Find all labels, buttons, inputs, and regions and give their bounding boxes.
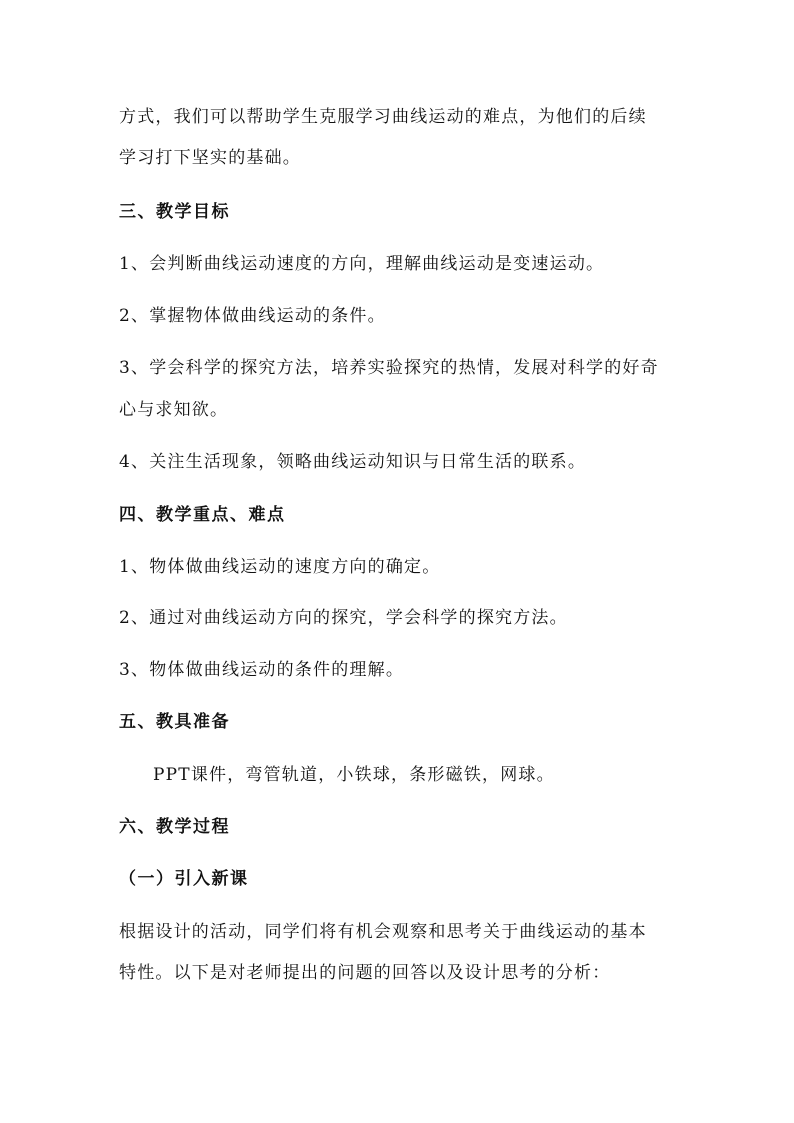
teaching-tools-text: PPT课件，弯管轨道，小铁球，条形磁铁，网球。 (153, 765, 555, 785)
objective-item-3: 3、学会科学的探究方法，培养实验探究的热情，发展对科学的好奇 (119, 358, 659, 378)
key-point-item-2: 2、通过对曲线运动方向的探究，学会科学的探究方法。 (119, 608, 568, 628)
section-6-heading: 六、教学过程 (119, 817, 230, 837)
objective-item-2: 2、掌握物体做曲线运动的条件。 (119, 306, 386, 326)
section-3-heading: 三、教学目标 (119, 202, 230, 222)
section-5-heading: 五、教具准备 (119, 712, 230, 732)
objective-item-1: 1、会判断曲线运动速度的方向，理解曲线运动是变速运动。 (119, 254, 605, 274)
section-4-heading: 四、教学重点、难点 (119, 505, 286, 525)
objective-item-3-continued: 心与求知欲。 (119, 400, 229, 420)
intro-line-1: 方式，我们可以帮助学生克服学习曲线运动的难点，为他们的后续 (119, 107, 647, 127)
section-6-subheading: （一）引入新课 (119, 869, 249, 889)
process-paragraph-line-2: 特性。以下是对老师提出的问题的回答以及设计思考的分析： (119, 963, 611, 983)
key-point-item-1: 1、物体做曲线运动的速度方向的确定。 (119, 557, 441, 577)
intro-line-2: 学习打下坚实的基础。 (119, 148, 301, 168)
objective-item-4: 4、关注生活现象，领略曲线运动知识与日常生活的联系。 (119, 452, 587, 472)
process-paragraph-line-1: 根据设计的活动，同学们将有机会观察和思考关于曲线运动的基本 (119, 922, 647, 942)
key-point-item-3: 3、物体做曲线运动的条件的理解。 (119, 660, 405, 680)
